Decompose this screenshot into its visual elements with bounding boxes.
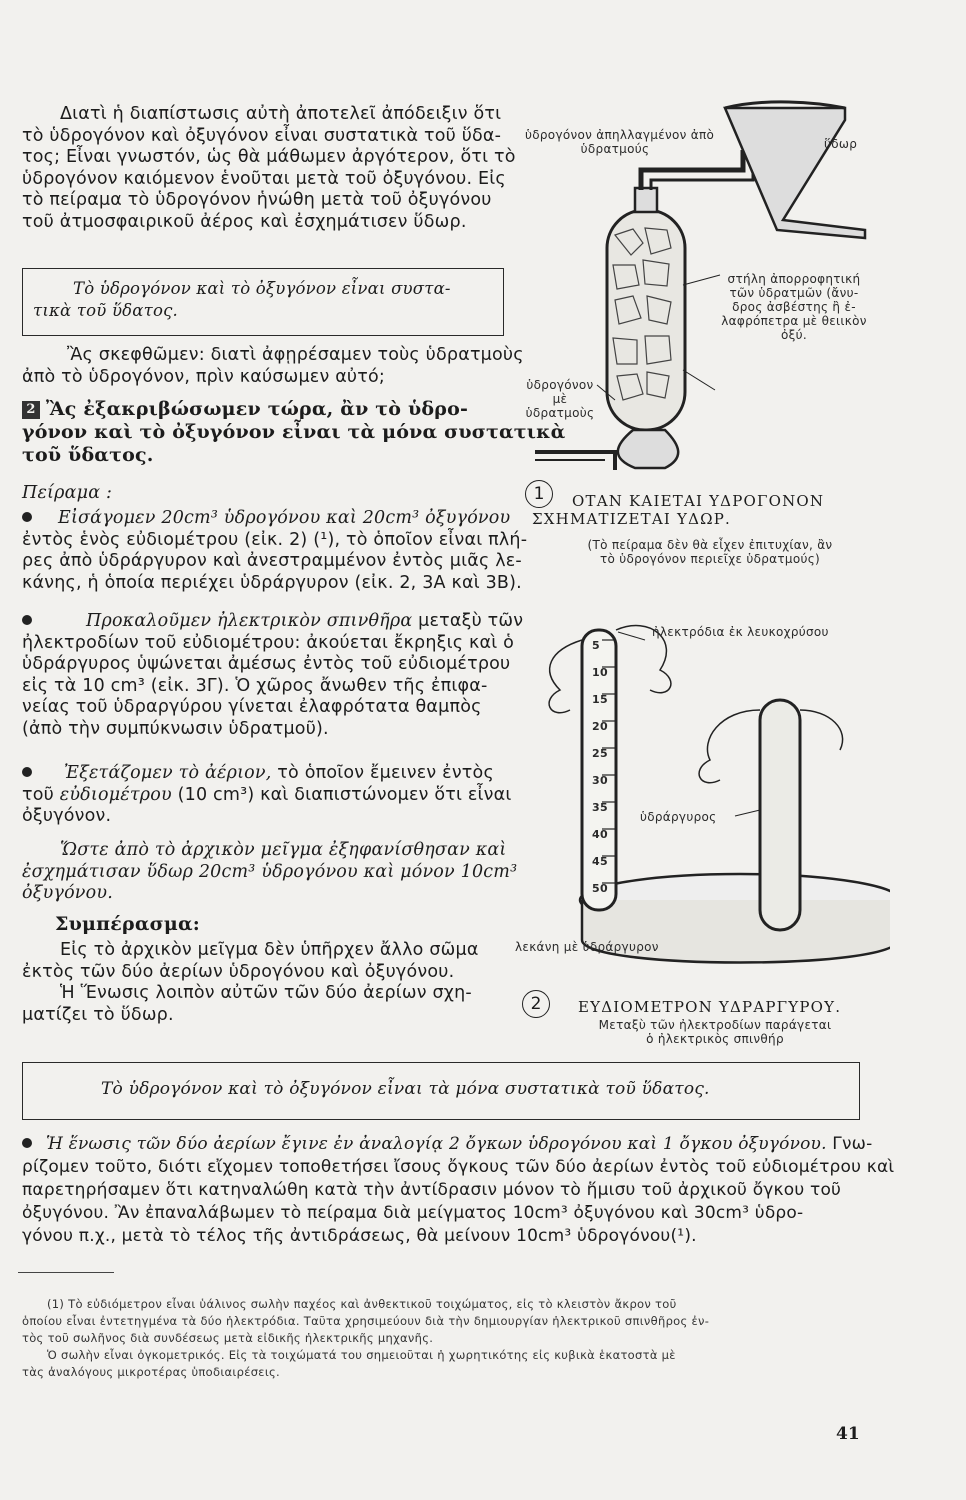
ratio-paragraph: Ἡ ἕνωσις τῶν δύο ἀερίων ἔγινε ἐν ἀναλογίᾳ 2 ὄγκων ὑδρογόνου καὶ 1 ὄγκου ὀξυγόνου. Γνω- ρίζομεν τοῦτο, διότι εἴχομεν τοποθετήσει ἴσους ὄγκους τῶν δύο ἀερίων ἐντὸς τοῦ εὐδιομέτρου καὶ παρετηρήσαμεν ὅτι κατηναλώθη κατὰ τὴν ἀντίδρασιν μόνον τὸ ἥμισυ τοῦ ἀρχικοῦ ὄγκου τοῦ ὀξυγόνου. Ἂν ἐπαναλάβωμεν τὸ πείραμα διὰ μείγματος 10cm³ ὀξυγόνου καὶ 30cm³ ὑδρο- γόνου π.χ., μετὰ τὸ τέλος τῆς ἀντιδράσεως, θὰ μείνουν 10cm³ ὑδρογόνου(¹). bbox=[22, 1134, 895, 1246]
experiment-step-1: Εἰσάγομεν 20cm³ ὑδρογόνου καὶ 20cm³ ὀξυγόνου ἐντὸς ἑνὸς εὐδιομέτρου (εἰκ. 2) (¹), τὸ ὁποῖον εἶναι πλή- ρες ἀπὸ ὑδράργυρον καὶ ἀνεστραμμένον ἐντὸς μιᾶς λε- κάνης, ἡ ὁποία περιέχει ὑδράργυρον (εἰκ. 2, 3Α καὶ 3Β). bbox=[22, 508, 528, 593]
footnote-line: (1) Τὸ εὐδιόμετρον εἶναι ὑάλινος σωλὴν παχέος καὶ ἀνθεκτικοῦ τοιχώματος, εἰς τὸ κλειστὸν ἄκρον τοῦ bbox=[47, 1297, 677, 1311]
key-statement-box bbox=[22, 268, 504, 336]
text-line: εἰς τὰ 10 cm³ (εἰκ. 3Γ). Ὁ χῶρος ἄνωθεν τῆς ἐπιφα- bbox=[22, 675, 488, 696]
text-line: τος; Εἶναι γνωστόν, ὡς θὰ μάθωμεν ἀργότερον, ὅτι τὸ bbox=[22, 147, 516, 167]
question-paragraph bbox=[22, 345, 524, 388]
text-line: παρετηρήσαμεν ὅτι κατηναλώθη κατὰ τὴν ἀντίδρασιν μόνον τὸ ἥμισυ τοῦ ἀρχικοῦ ὄγκου τοῦ bbox=[22, 1180, 842, 1200]
key-statement-line: τικὰ τοῦ ὕδατος. bbox=[33, 300, 178, 320]
text-line: ρες ἀπὸ ὑδράργυρον καὶ ἀνεστραμμένον ἐντὸς μιᾶς λε- bbox=[22, 551, 522, 571]
text-line: ἠλεκτροδίων τοῦ εὐδιομέτρου: ἀκούεται ἔκρηξις καὶ ὁ bbox=[22, 632, 514, 653]
figure-1-title: ΟΤΑΝ ΚΑΙΕΤΑΙ ΥΔΡΟΓΟΝΟΝ ΣΧΗΜΑΤΙΖΕΤΑΙ ΥΔΩΡ. bbox=[532, 492, 825, 528]
main-conclusion-box bbox=[22, 1062, 860, 1120]
bullet-icon bbox=[22, 767, 32, 777]
text-line: Διατὶ ἡ διαπίστωσις αὐτὴ ἀποτελεῖ ἀπόδειξιν ὅτι bbox=[60, 104, 502, 124]
intro-paragraph bbox=[22, 104, 516, 233]
heading-line: Ἂς ἐξακριβώσωμεν τώρα, ἂν τὸ ὑδρο- bbox=[46, 398, 469, 420]
heading-line: τοῦ ὕδατος. bbox=[22, 444, 154, 466]
key-statement-line: Τὸ ὑδρογόνον καὶ τὸ ὀξυγόνον εἶναι συστα- bbox=[73, 279, 451, 298]
text-line: Ἡ Ἕνωσις λοιπὸν αὐτῶν τῶν δύο ἀερίων σχη- bbox=[60, 983, 472, 1003]
label-basin: λεκάνη μὲ ὑδράργυρον bbox=[515, 940, 659, 954]
page-number: 41 bbox=[836, 1424, 860, 1444]
section-heading bbox=[22, 398, 565, 467]
text-line: ὑδρογόνον καιόμενον ἑνοῦται μετὰ τοῦ ὀξυγόνου. Εἰς bbox=[22, 168, 506, 189]
footnote-line: τὸς τοῦ σωλῆνος διὰ συνδέσεως μετὰ εἰδικῆς ἠλεκτρικῆς μηχανῆς. bbox=[22, 1331, 434, 1345]
text-line: ὀξυγόνου. bbox=[22, 883, 113, 903]
footnote-divider bbox=[18, 1272, 114, 1273]
bullet-icon bbox=[22, 615, 32, 625]
text-line: ματίζει τὸ ὕδωρ. bbox=[22, 1004, 174, 1025]
summary-paragraph bbox=[22, 940, 479, 1026]
text-line: Ἂς σκεφθῶμεν: διατὶ ἀφῃρέσαμεν τοὺς ὑδρατμοὺς bbox=[67, 345, 524, 365]
figure-1-note: (Τὸ πείραμα δὲν θὰ εἶχεν ἐπιτυχίαν, ἂν τὸ ὑδρογόνον περιεῖχε ὑδρατμούς) bbox=[587, 538, 833, 566]
label-water: ὕδωρ bbox=[824, 137, 858, 151]
text-line: νείας τοῦ ὑδραργύρου γίνεται ἐλαφρότατα θαμπὸς bbox=[22, 697, 482, 717]
heading-line: γόνον καὶ τὸ ὀξυγόνον εἶναι τὰ μόνα συστατικὰ bbox=[22, 421, 566, 443]
text-line: ἀπὸ τὸ ὑδρογόνον, πρὶν καύσωμεν αὐτό; bbox=[22, 366, 385, 387]
footnote-line: ὁποίου εἶναι ἐντετηγμένα τὰ δύο ἠλεκτρόδια. Ταῦτα χρησιμεύουν διὰ τὴν δημιουργίαν ἠλεκτρικοῦ σπινθῆρος ἐν- bbox=[22, 1314, 710, 1328]
eudiometer-scale: 5 10 15 20 25 30 35 40 45 50 bbox=[592, 639, 608, 895]
figure-1-number: 1 bbox=[525, 480, 553, 508]
text-line: τοῦ ἀτμοσφαιρικοῦ ἀέρος καὶ ἐσχημάτισεν ὕδωρ. bbox=[22, 211, 467, 232]
text-line: γόνου π.χ., μετὰ τὸ τέλος τῆς ἀντιδράσεως, θὰ μείνουν 10cm³ ὑδρογόνου(¹). bbox=[22, 1226, 697, 1246]
text-line: κάνης, ἡ ὁποία περιέχει ὑδράργυρον (εἰκ. 2, 3Α καὶ 3Β). bbox=[22, 572, 522, 593]
figure-2-note: Μεταξὺ τῶν ἠλεκτροδίων παράγεται ὁ ἠλεκτρικὸς σπινθήρ bbox=[598, 1018, 832, 1046]
text-line: (ἀπὸ τὴν συμπύκνωσιν ὑδρατμοῦ). bbox=[22, 718, 329, 739]
section-number: 2 bbox=[22, 401, 40, 419]
footnotes bbox=[22, 1296, 709, 1381]
text-line: τὸ πείραμα τὸ ὑδρογόνον ἡνώθη μετὰ τοῦ ὀξυγόνου bbox=[22, 190, 492, 210]
label-mercury: ὑδράργυρος bbox=[640, 810, 717, 824]
main-conclusion-text: Τὸ ὑδρογόνον καὶ τὸ ὀξυγόνον εἶναι τὰ μόνα συστατικὰ τοῦ ὕδατος. bbox=[101, 1079, 710, 1099]
text-line: τὸ ὑδρογόνον καὶ ὀξυγόνον εἶναι συστατικὰ τοῦ ὕδα- bbox=[22, 125, 502, 146]
text-line: Εἰς τὸ ἀρχικὸν μεῖγμα δὲν ὑπῆρχεν ἄλλο σῶμα bbox=[60, 940, 479, 960]
footnote-line: τὰς ἀναλόγους μικροτέρας ὑποδιαιρέσεις. bbox=[22, 1365, 281, 1379]
text-line: ρίζομεν τοῦτο, διότι εἴχομεν τοποθετήσει ἴσους ὄγκους τῶν δύο ἀερίων ἐντὸς τοῦ εὐδιομέτρου καὶ bbox=[22, 1157, 895, 1177]
text-line: ἐσχημάτισαν ὕδωρ 20cm³ ὑδρογόνου καὶ μόνον 10cm³ bbox=[22, 861, 518, 882]
text-line: ἐντὸς ἑνὸς εὐδιομέτρου (εἰκ. 2) (¹), τὸ ὁποῖον εἶναι πλή- bbox=[22, 529, 528, 550]
label-absorption-column: στήλη ἀπορροφητική τῶν ὑδρατμῶν (ἄνυ- δρος ἀσβέστης ἢ ἐ- λαφρόπετρα μὲ θειικὸν ὀξύ. bbox=[721, 272, 867, 342]
figure-2-eudiometer bbox=[530, 610, 890, 990]
label-electrodes: ἠλεκτρόδια ἐκ λευκοχρύσου bbox=[652, 625, 829, 639]
text-line: ὀξυγόνον. bbox=[22, 806, 112, 826]
label-dry-hydrogen: ὑδρογόνον ἀπηλλαγμένον ἀπὸ ὑδρατμούς bbox=[525, 128, 715, 156]
text-line: ὀξυγόνου. Ἂν ἐπαναλάβωμεν τὸ πείραμα διὰ μείγματος 10cm³ ὀξυγόνου καὶ 30cm³ ὑδρο- bbox=[22, 1203, 804, 1223]
summary-heading: Συμπέρασμα: bbox=[55, 913, 200, 935]
label-wet-hydrogen: ὑδρογόνον μὲ ὑδρατμοὺς bbox=[525, 378, 595, 420]
experiment-step-2: Προκαλοῦμεν ἠλεκτρικὸν σπινθῆρα μεταξὺ τῶν ἠλεκτροδίων τοῦ εὐδιομέτρου: ἀκούεται ἔκρηξις καὶ ὁ ὑδράργυρος ὑψώνεται ἀμέσως ἐντὸς τοῦ εὐδιομέτρου εἰς τὰ 10 cm³ (εἰκ. 3Γ). Ὁ χῶρος ἄνωθεν τῆς ἐπιφα- νείας τοῦ ὑδραργύρου γίνεται ἐλαφρότατα θαμπὸς (ἀπὸ τὴν συμπύκνωσιν ὑδρατμοῦ). bbox=[22, 611, 524, 739]
figure-2-title: ΕΥΔΙΟΜΕΤΡΟΝ ΥΔΡΑΡΓΥΡΟΥ. bbox=[578, 998, 842, 1016]
experiment-step-3: Ἐξετάζομεν τὸ ἀέριον, τὸ ὁποῖον ἔμεινεν ἐντὸς τοῦ εὐδιομέτρου (10 cm³) καὶ διαπιστώνομεν ὅτι εἶναι ὀξυγόνον. bbox=[22, 763, 512, 826]
experiment-label: Πείραμα : bbox=[22, 483, 113, 503]
text-line: ὑδράργυρος ὑψώνεται ἀμέσως ἐντὸς τοῦ εὐδιομέτρου bbox=[22, 654, 511, 674]
text-line: ἐκτὸς τῶν δύο ἀερίων ὑδρογόνου καὶ ὀξυγόνου. bbox=[22, 961, 455, 982]
figure-2-number: 2 bbox=[522, 990, 550, 1018]
conclusion-paragraph bbox=[22, 840, 517, 905]
bullet-icon bbox=[22, 512, 32, 522]
footnote-line: Ὁ σωλὴν εἶναι ὀγκομετρικός. Εἰς τὰ τοιχώματά του σημειοῦται ἡ χωρητικότης εἰς κυβικὰ ἑκατοστὰ μὲ bbox=[47, 1348, 676, 1362]
text-line: Ὥστε ἀπὸ τὸ ἀρχικὸν μεῖγμα ἐξηφανίσθησαν καὶ bbox=[60, 840, 507, 860]
bullet-icon bbox=[22, 1138, 32, 1148]
